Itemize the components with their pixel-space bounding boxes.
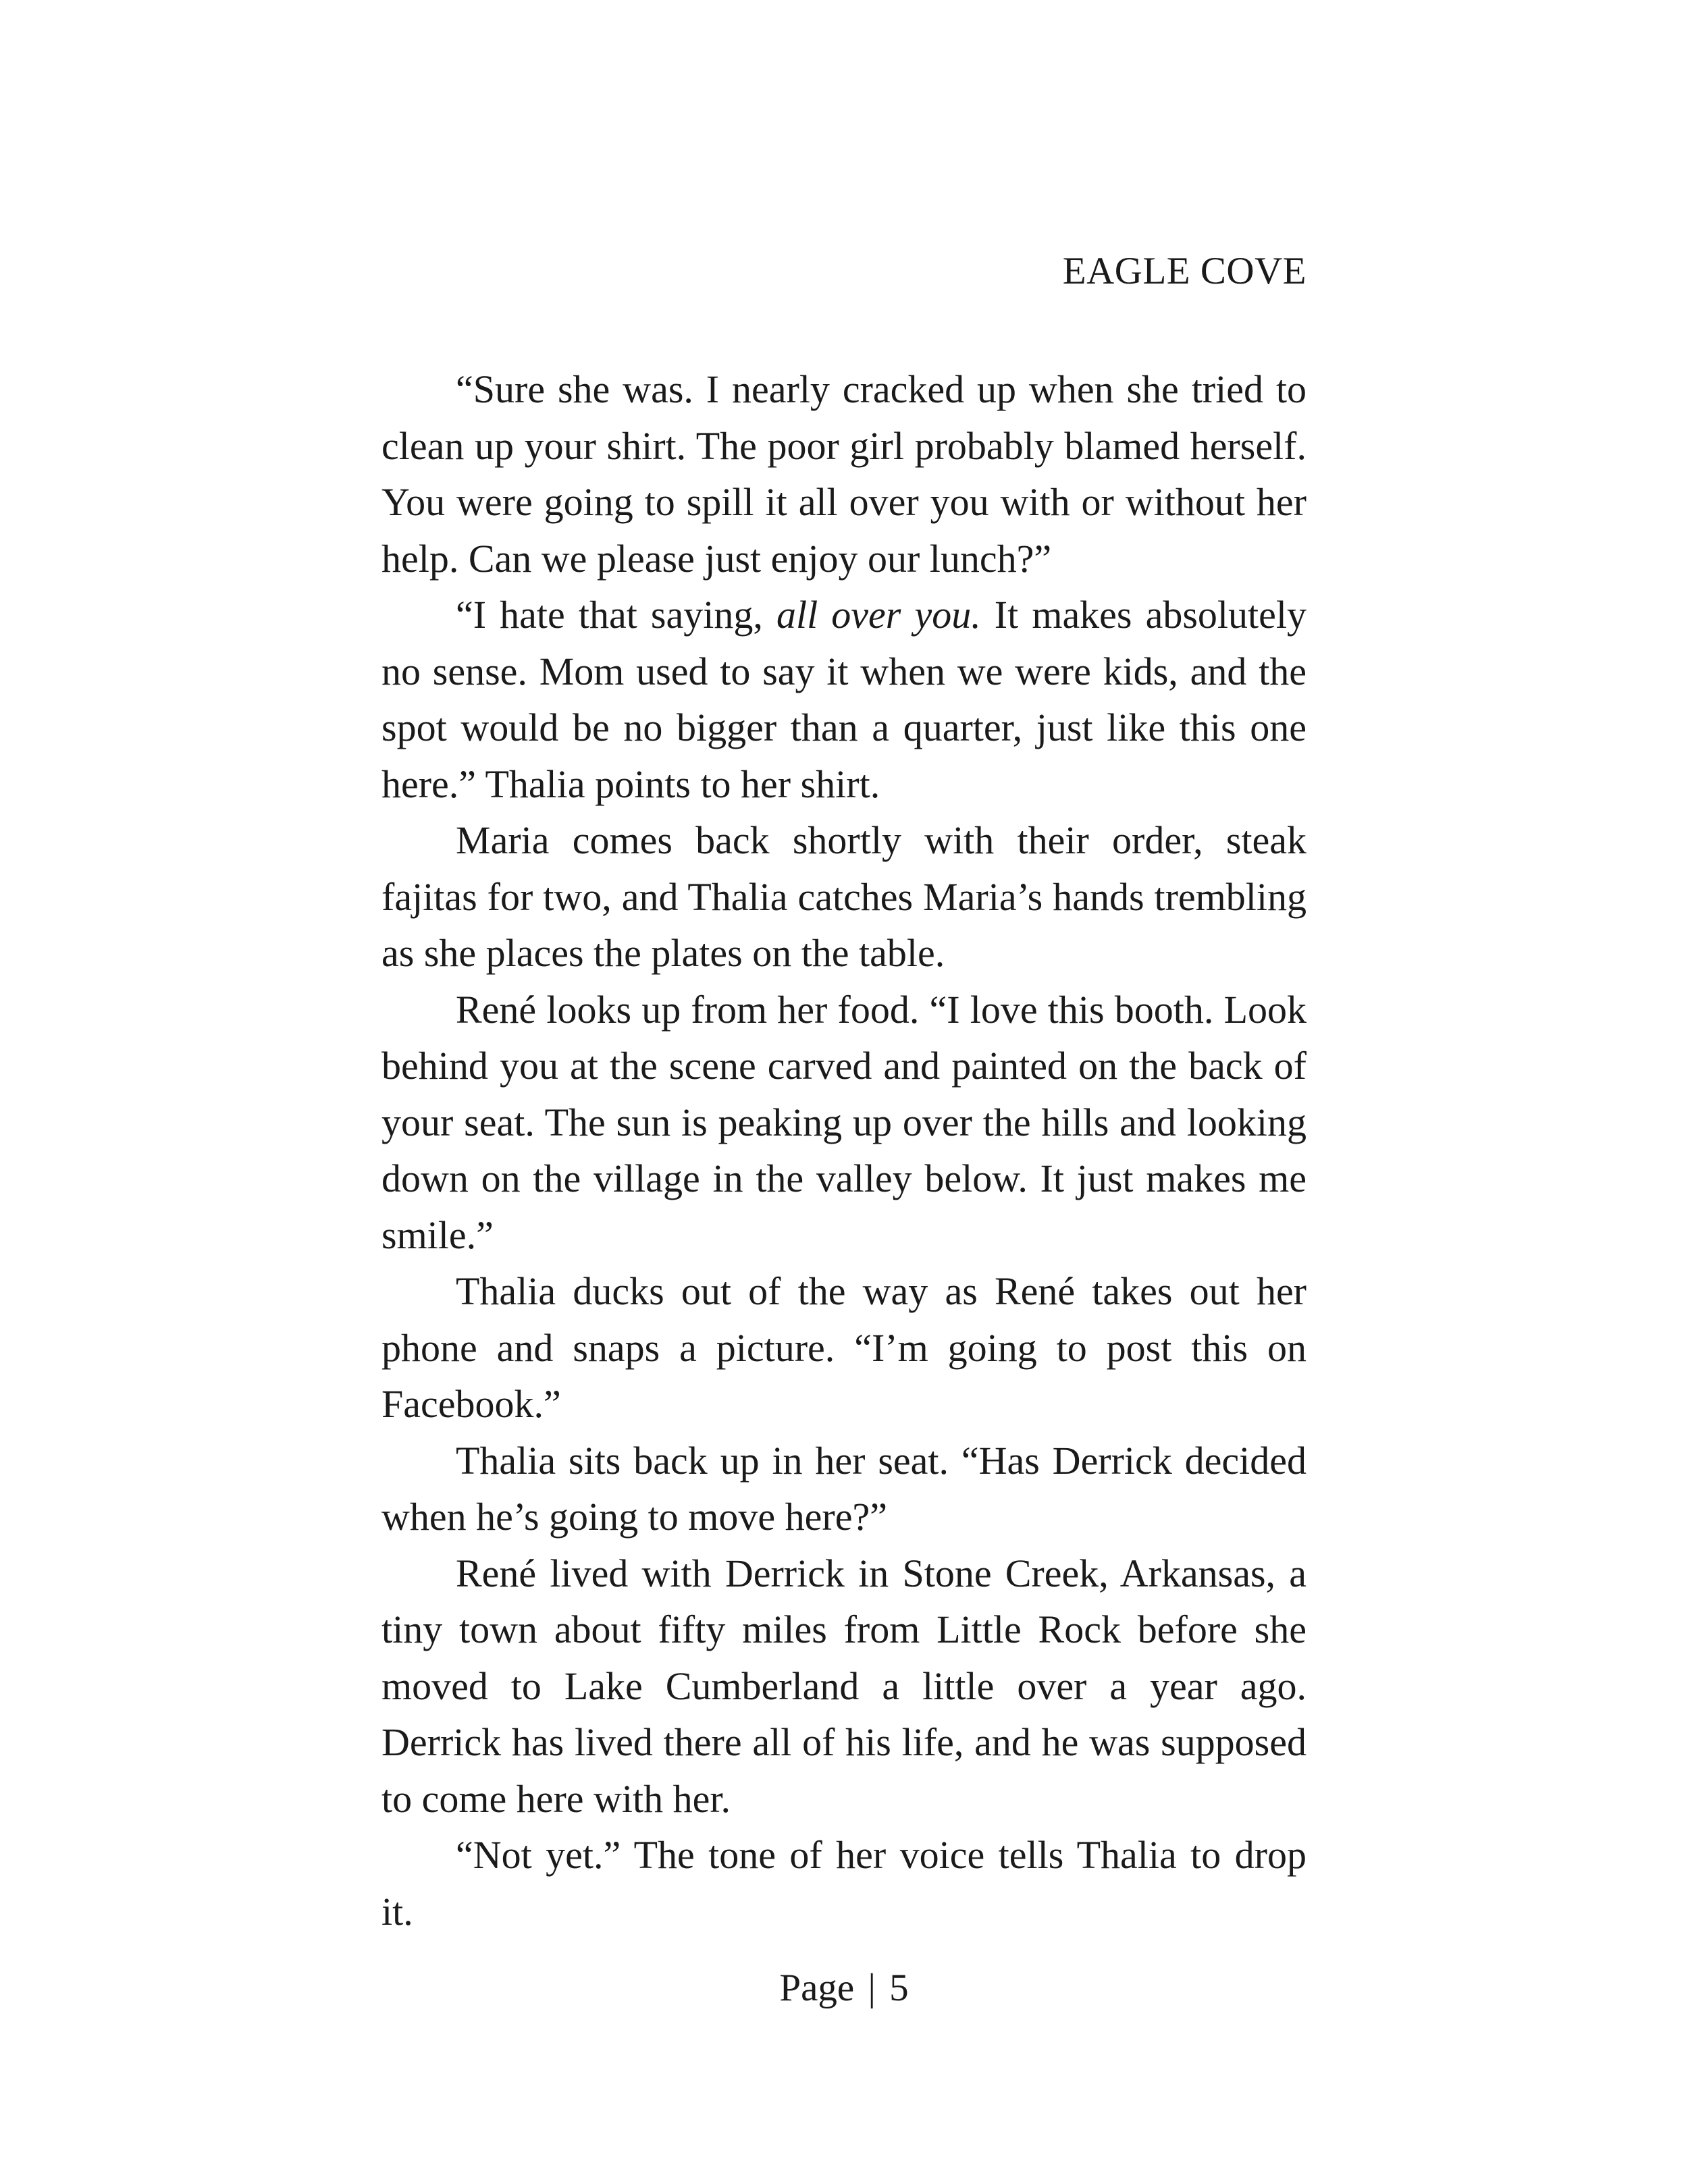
paragraph: “Not yet.” The tone of her voice tells Thalia to drop it. [381, 1833, 1307, 1934]
body-text [381, 361, 1307, 1940]
italic-phrase: all over you. [776, 593, 981, 637]
paragraph: “Sure she was. I nearly cracked up when she tried to clean up your shirt. The poor girl probably blamed herself. You were going to spill it all over you with or without her help. Can we please just enjoy our lunch?” [381, 367, 1307, 581]
running-header-title: EAGLE COVE [1062, 250, 1307, 292]
paragraph: Maria comes back shortly with their order, steak fajitas for two, and Thalia catches Maria’s hands trembling as she places the plates on the table. [381, 818, 1307, 975]
page-label: Page [779, 1967, 855, 2009]
paragraph [381, 587, 1307, 812]
paragraph: Thalia sits back up in her seat. “Has Derrick decided when he’s going to move here?” [381, 1438, 1307, 1539]
page-separator: | [868, 1967, 876, 2009]
paragraph: Thalia ducks out of the way as René takes out her phone and snaps a picture. “I’m going to post this on Facebook.” [381, 1269, 1307, 1426]
page-number: 5 [889, 1967, 909, 2009]
paragraph-text: “I hate that saying, [456, 593, 776, 637]
paragraph: René lived with Derrick in Stone Creek, Arkansas, a tiny town about fifty miles from Little Rock before she moved to Lake Cumberland a little over a year ago. Derrick has lived there all of his life, and he was supposed to come here with her. [381, 1551, 1307, 1821]
page-footer [0, 1961, 1688, 2015]
paragraph: René looks up from her food. “I love this booth. Look behind you at the scene carved and painted on the back of your seat. The sun is peaking up over the hills and looking down on the village in the valley below. It just makes me smile.” [381, 987, 1307, 1257]
paragraph-text: It makes absolutely no sense. Mom used to say it when we were kids, and the spot would be no bigger than a quarter, just like this one here.” Thalia points to her shirt. [381, 593, 1307, 806]
